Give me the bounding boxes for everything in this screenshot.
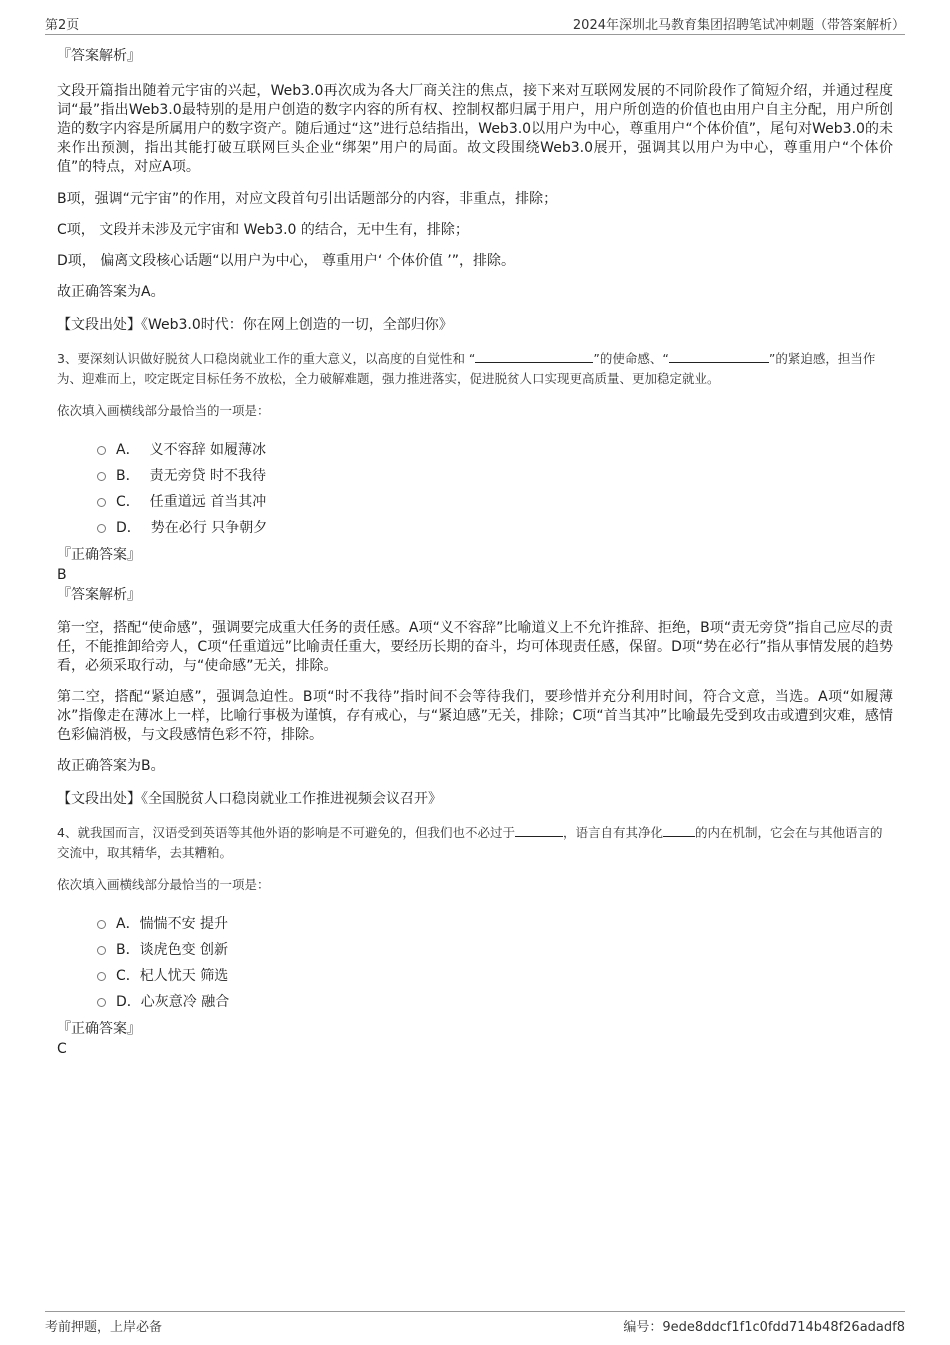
q3-stem-part-2: ”的使命感、“	[593, 351, 669, 366]
q4-options	[97, 911, 893, 1015]
q4-stem-part-2: ，语言自有其净化	[562, 825, 663, 840]
page-number: 第2页	[45, 18, 80, 33]
q3-stem	[57, 349, 893, 389]
q3-option-c[interactable]	[97, 489, 893, 515]
radio-icon[interactable]	[97, 498, 106, 507]
q2-analysis-option-d: D项， 偏离文段核心话题“以用户为中心， 尊重用户‘ 个体价值 ’”，排除。	[57, 253, 515, 269]
page-header	[45, 14, 905, 35]
footer-slogan: 考前押题，上岸必备	[45, 1320, 163, 1335]
option-text: 惴惴不安 提升	[139, 916, 229, 932]
q3-instruction: 依次填入画横线部分最恰当的一项是：	[57, 403, 270, 418]
option-label: A．	[116, 916, 140, 932]
page-footer	[45, 1311, 905, 1336]
q4-blank-2	[663, 824, 695, 837]
q3-analysis-paragraph-2: 第二空，搭配“紧迫感”，强调急迫性。B项“时不我待”指时间不会等待我们，要珍惜并充分利用时间，符合文意，当选。A项“如履薄冰”指像走在薄冰上一样，比喻行事极为谨慎，存有戒心，与“紧迫感”无关，排除；C项“首当其冲”比喻最先受到攻击或遭到灾难，感情色彩偏消极，与文段感情色彩不符，排除。	[57, 689, 893, 743]
q2-analysis-option-c: C项， 文段并未涉及元宇宙和 Web3.0 的结合，无中生有，排除；	[57, 222, 469, 238]
page-content	[57, 44, 893, 1059]
radio-icon[interactable]	[97, 446, 106, 455]
option-text: 责无旁贷 时不我待	[149, 468, 267, 484]
radio-icon[interactable]	[97, 946, 106, 955]
q4-answer-label: 『正确答案』	[57, 1021, 141, 1037]
radio-icon[interactable]	[97, 524, 106, 533]
option-label: D．	[116, 994, 141, 1010]
q4-instruction: 依次填入画横线部分最恰当的一项是：	[57, 877, 270, 892]
q4-option-a[interactable]	[97, 911, 893, 937]
q2-analysis-label: 『答案解析』	[57, 48, 141, 64]
q2-analysis-option-b: B项，强调“元宇宙”的作用，对应文段首句引出话题部分的内容，非重点，排除；	[57, 191, 558, 207]
q3-option-d[interactable]	[97, 515, 893, 541]
q3-blank-2	[669, 350, 769, 363]
radio-icon[interactable]	[97, 998, 106, 1007]
option-label: C．	[116, 494, 140, 510]
q4-option-b[interactable]	[97, 937, 893, 963]
q3-options	[97, 437, 893, 541]
radio-icon[interactable]	[97, 972, 106, 981]
q3-answer: B	[57, 567, 67, 583]
option-label: B．	[116, 468, 140, 484]
q3-option-b[interactable]	[97, 463, 893, 489]
q4-option-d[interactable]	[97, 989, 893, 1015]
option-text: 谈虎色变 创新	[139, 942, 229, 958]
option-text: 势在必行 只争朝夕	[150, 520, 268, 536]
q4-blank-1	[515, 824, 563, 837]
option-text: 心灰意冷 融合	[140, 994, 230, 1010]
radio-icon[interactable]	[97, 920, 106, 929]
option-label: A．	[116, 442, 140, 458]
option-text: 任重道远 首当其冲	[149, 494, 267, 510]
q4-answer: C	[57, 1041, 67, 1057]
radio-icon[interactable]	[97, 472, 106, 481]
q3-stem-part-1: 3、要深刻认识做好脱贫人口稳岗就业工作的重大意义，以高度的自觉性和 “	[57, 351, 476, 366]
q3-answer-label: 『正确答案』	[57, 547, 141, 563]
q3-source: 【文段出处】《全国脱贫人口稳岗就业工作推进视频会议召开》	[57, 791, 442, 807]
document-serial: 编号：9ede8ddcf1f1c0fdd714b48f26adadf8	[623, 1320, 905, 1335]
document-title: 2024年深圳北马教育集团招聘笔试冲刺题（带答案解析）	[572, 18, 905, 33]
q3-stem-part-3: ”的紧迫感，担当作为、迎难而上，咬定既定目标任务不放松，全力破解难题，强力推进落实，促进脱贫人口实现更高质量、更加稳定就业。	[57, 351, 876, 386]
q4-option-c[interactable]	[97, 963, 893, 989]
q4-stem-part-3: 的内在机制，它会在与其他语言的交流中，取其精华，去其糟粕。	[57, 825, 883, 860]
option-label: C．	[116, 968, 140, 984]
q2-analysis-paragraph: 文段开篇指出随着元宇宙的兴起，Web3.0再次成为各大厂商关注的焦点，接下来对互联网发展的不同阶段作了简短介绍，并通过程度词“最”指出Web3.0最特别的是用户创造的数字内容的所有权、控制权都归属于用户，用户所创造的价值也由用户自主分配，用户所创造的数字内容是所属用户的数字资产。随后通过“这”进行总结指出，Web3.0以用户为中心，尊重用户“个体价值”，尾句对Web3.0的未来作出预测，指出其能打破互联网巨头企业“绑架”用户的局面。故文段围绕Web3.0展开，强调其以用户为中心，尊重用户“个体价值”的特点，对应A项。	[57, 83, 893, 175]
q4-stem-part-1: 4、就我国而言，汉语受到英语等其他外语的影响是不可避免的，但我们也不必过于	[57, 825, 515, 840]
q4-stem	[57, 823, 893, 863]
option-label: D．	[116, 520, 141, 536]
q2-conclusion: 故正确答案为A。	[57, 284, 165, 300]
option-label: B．	[116, 942, 140, 958]
option-text: 杞人忧天 筛选	[139, 968, 229, 984]
q3-analysis-label: 『答案解析』	[57, 587, 141, 603]
q3-analysis-paragraph-1: 第一空，搭配“使命感”，强调要完成重大任务的责任感。A项“义不容辞”比喻道义上不允许推辞、拒绝，B项“责无旁贷”指自己应尽的责任，不能推卸给旁人，C项“任重道远”比喻责任重大，要经历长期的奋斗，均可体现责任感，保留。D项“势在必行”指从事情发展的趋势看，必须采取行动，与“使命感”无关，排除。	[57, 620, 893, 674]
option-text: 义不容辞 如履薄冰	[149, 442, 267, 458]
q2-source: 【文段出处】《Web3.0时代：你在网上创造的一切，全部归你》	[57, 317, 453, 333]
q3-blank-1	[475, 350, 593, 363]
q3-conclusion: 故正确答案为B。	[57, 758, 165, 774]
q3-option-a[interactable]	[97, 437, 893, 463]
